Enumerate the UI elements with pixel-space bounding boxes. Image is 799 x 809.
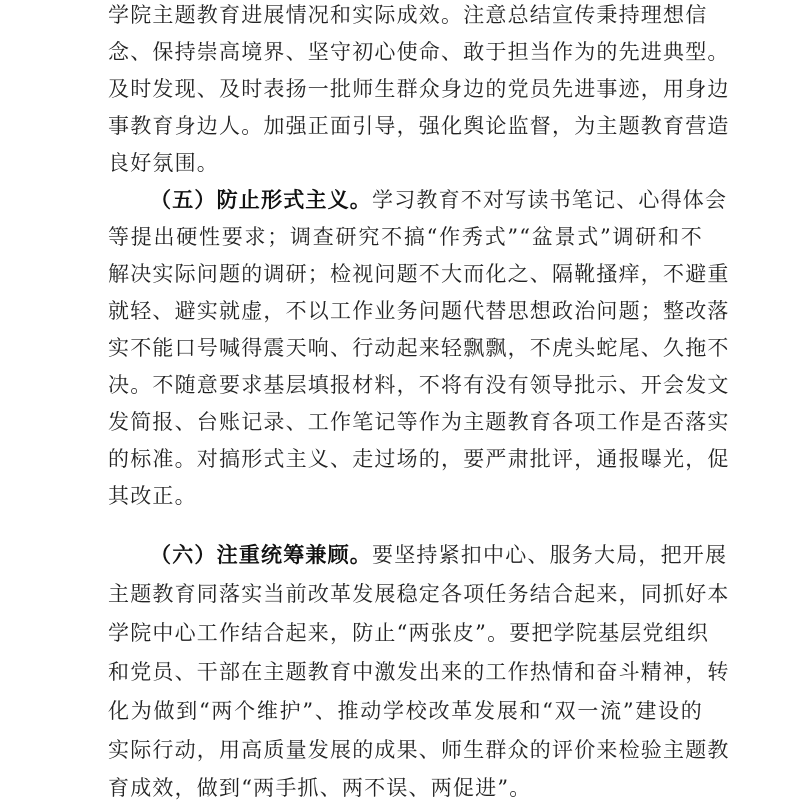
text-line: 化为做到“两个维护”、推动学校改革发展和“双一流”建设的	[108, 699, 703, 723]
text-line: 良好氛围。	[108, 151, 219, 175]
text-line: 育成效，做到“两手抓、两不误、两促进”。	[108, 776, 532, 800]
text-line: 念、保持崇高境界、坚守初心使命、敢于担当作为的先进典型。	[108, 40, 730, 64]
text-span: 要坚持紧扣中心、服务大局，把开展	[372, 543, 728, 567]
section-heading: （六）注重统筹兼顾。	[150, 543, 372, 567]
text-line: 及时发现、及时表扬一批师生群众身边的党员先进事迹，用身边	[108, 77, 730, 101]
text-line: 其改正。	[108, 484, 197, 508]
text-line: 事教育身边人。加强正面引导，强化舆论监督，为主题教育营造	[108, 114, 730, 138]
section-heading: （五）防止形式主义。	[150, 188, 372, 212]
text-line: 的标准。对搞形式主义、走过场的，要严肃批评，通报曝光，促	[108, 447, 730, 471]
text-line: 实际行动，用高质量发展的成果、师生群众的评价来检验主题教	[108, 738, 730, 762]
text-line: 学院中心工作结合起来，防止“两张皮”。要把学院基层党组织	[108, 621, 710, 645]
text-line: 实不能口号喊得震天响、行动起来轻飘飘，不虎头蛇尾、久拖不	[108, 336, 730, 360]
text-line: 主题教育同落实当前改革发展稳定各项任务结合起来，同抓好本	[108, 582, 730, 606]
text-span: 学习教育不对写读书笔记、心得体会	[372, 188, 728, 212]
text-line: 就轻、避实就虚，不以工作业务问题代替思想政治问题；整改落	[108, 299, 730, 323]
text-line: 学院主题教育进展情况和实际成效。注意总结宣传秉持理想信	[108, 3, 708, 27]
paragraph-first-line	[150, 180, 728, 220]
text-line: 发简报、台账记录、工作笔记等作为主题教育各项工作是否落实	[108, 410, 730, 434]
text-line: 决。不随意要求基层填报材料，不将有没有领导批示、开会发文	[108, 373, 730, 397]
paragraph-first-line	[150, 535, 728, 575]
text-line: 等提出硬性要求；调查研究不搞“作秀式”“盆景式”调研和不	[108, 225, 703, 249]
text-line: 解决实际问题的调研；检视问题不大而化之、隔靴搔痒，不避重	[108, 262, 730, 286]
text-line: 和党员、干部在主题教育中激发出来的工作热情和奋斗精神，转	[108, 660, 730, 684]
